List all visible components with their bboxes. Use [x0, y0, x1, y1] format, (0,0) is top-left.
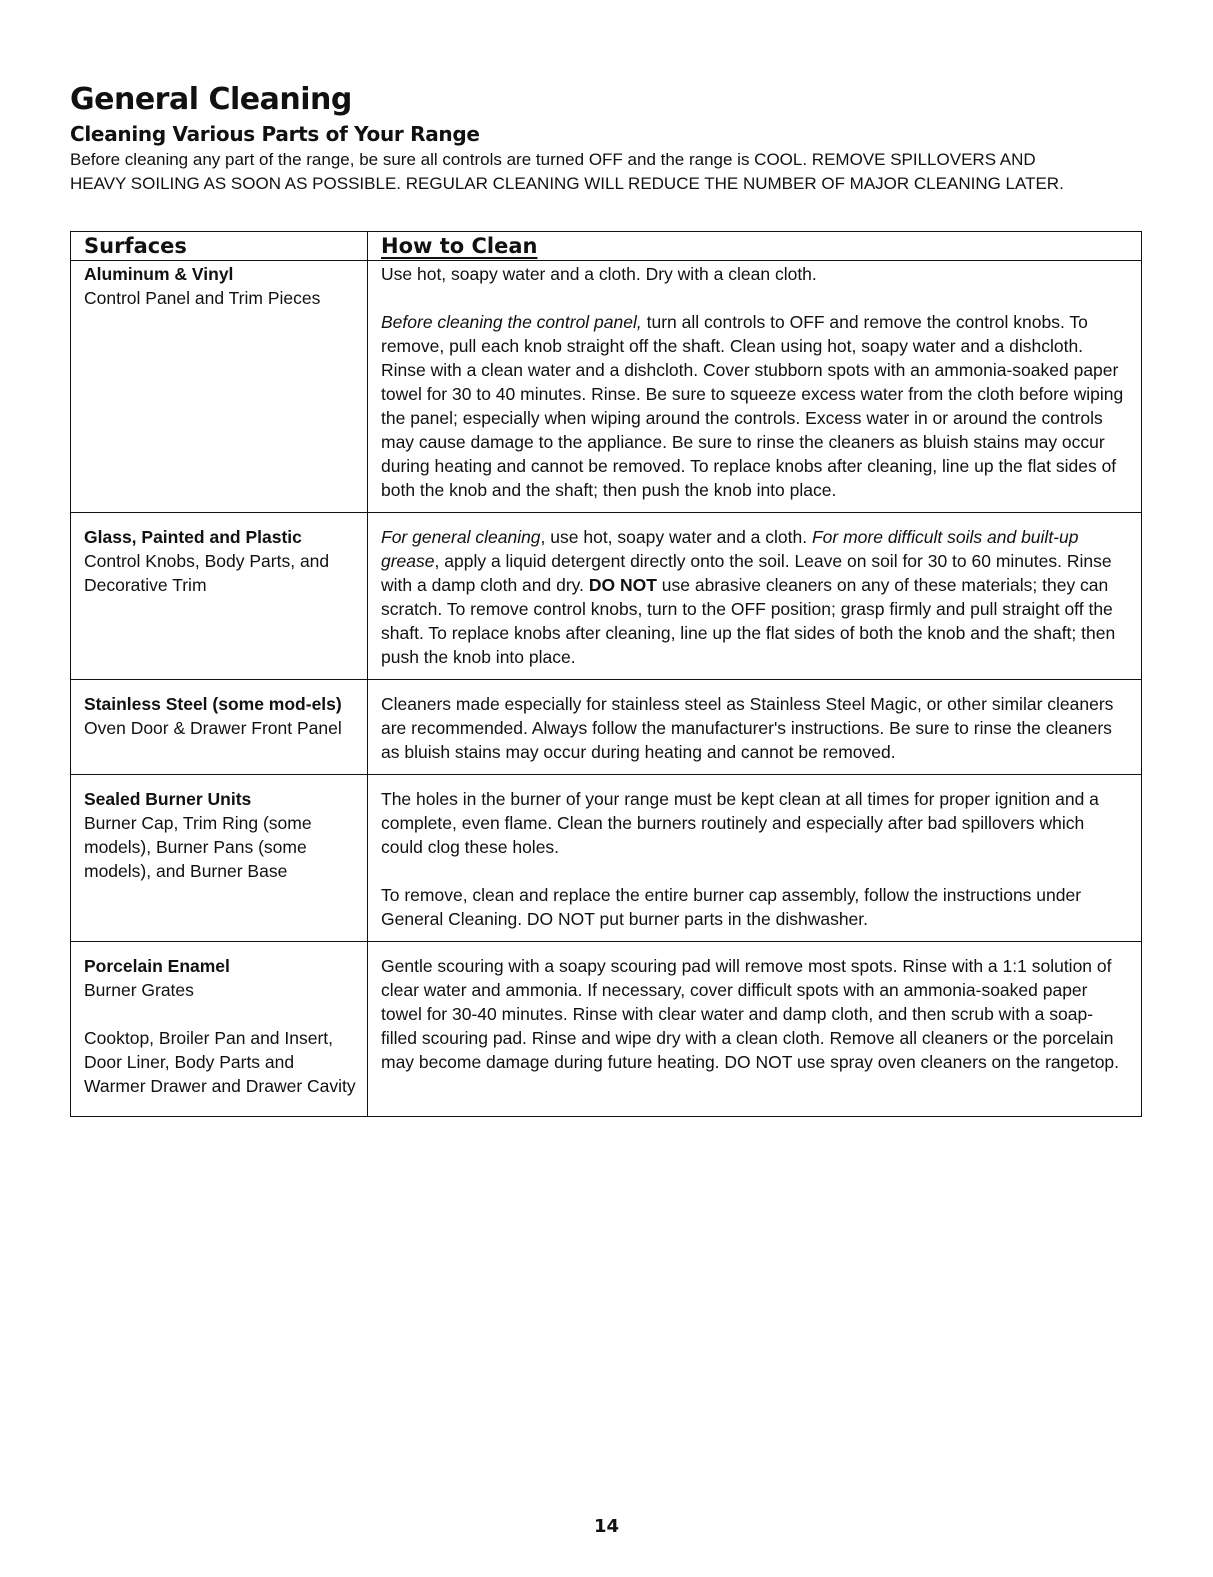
instruction-text: , apply a liquid detergent directly onto the soil. Leave on soil for 30 to 60 minutes. Rinse with a damp cloth and dry. [381, 551, 1112, 595]
table-row [71, 775, 1142, 942]
instruction-text: use abrasive cleaners on any of these materials; they can scratch. To remove control knobs, turn to the OFF position; grasp firmly and pull straight off the shaft. To replace knobs after cleaning, line up the flat sides of both the knob and the shaft; then push the knob into place. [381, 575, 1116, 667]
italic-lead: Before cleaning the control panel, [381, 312, 642, 332]
surface-description: Burner Cap, Trim Ring (some models), Burner Pans (some models), and Burner Base [84, 813, 312, 881]
page-number: 14 [593, 1516, 620, 1537]
table-row [71, 261, 1142, 513]
surface-title: Stainless Steel (some mod-els) [84, 694, 342, 714]
surface-description: Burner Grates [84, 980, 194, 1000]
instruction-text: turn all controls to OFF and remove the control knobs. To remove, pull each knob straight off the shaft. Clean using hot, soapy water and a dishcloth. Rinse with a clean water and a dishcloth. Cover stubborn spots with an ammonia-soaked paper towel for 30 to 40 minutes. Rinse. Be sure to squeeze excess water from the cloth before wiping the panel; especially when wiping around the controls. Excess water in or around the controls may cause damage to the appliance. Be sure to rinse the cleaners as bluish stains may occur during heating and cannot be removed. To replace knobs after cleaning, line up the flat sides of both the knob and the shaft; then push the knob into place. [381, 312, 1124, 500]
italic-phrase: For general cleaning [381, 527, 541, 547]
surface-description: Control Knobs, Body Parts, and Decorative Trim [84, 551, 330, 595]
instruction-paragraph: Use hot, soapy water and a cloth. Dry with a clean cloth. [381, 264, 817, 284]
surface-cell [71, 261, 368, 513]
table-row [71, 680, 1142, 775]
how-to-clean-cell [368, 513, 1142, 680]
surface-description: Cooktop, Broiler Pan and Insert, Door Liner, Body Parts and Warmer Drawer and Drawer Cavity [84, 1028, 356, 1096]
document-page [70, 80, 1142, 1096]
header-surfaces: Surfaces [71, 232, 368, 261]
intro-text [70, 148, 1142, 196]
surface-title: Aluminum & Vinyl [84, 264, 234, 284]
table-row [71, 513, 1142, 680]
intro-line-1: Before cleaning any part of the range, be sure all controls are turned OFF and the range is COOL. REMOVE SPILLOVERS AND [70, 150, 1036, 169]
how-to-clean-cell [368, 261, 1142, 513]
surface-description: Oven Door & Drawer Front Panel [84, 718, 342, 738]
surface-title: Porcelain Enamel [84, 956, 230, 976]
instruction-paragraph [381, 525, 1124, 669]
surface-title: Glass, Painted and Plastic [84, 527, 302, 547]
surface-cell [71, 775, 368, 942]
bold-warning: DO NOT [588, 575, 657, 595]
surface-title: Sealed Burner Units [84, 789, 252, 809]
italic-phrase: For more difficult soils and built-up grease [381, 527, 1079, 571]
instruction-paragraph: To remove, clean and replace the entire burner cap assembly, follow the instructions under General Cleaning. DO NOT put burner parts in the dishwasher. [381, 885, 1082, 929]
surface-description: Control Panel and Trim Pieces [84, 288, 321, 308]
header-how-to-clean: How to Clean [368, 232, 1142, 261]
section-subtitle: Cleaning Various Parts of Your Range [70, 122, 480, 146]
how-to-clean-cell [368, 942, 1142, 1117]
surface-cell [71, 513, 368, 680]
instruction-paragraph: Cleaners made especially for stainless steel as Stainless Steel Magic, or other similar cleaners are recommended. Always follow the manufacturer's instructions. Be sure to rinse the cleaners as bluish stains may occur during heating and cannot be removed. [381, 694, 1114, 762]
cleaning-table [70, 231, 1142, 1117]
instruction-paragraph: Gentle scouring with a soapy scouring pad will remove most spots. Rinse with a 1:1 solution of clear water and ammonia. If necessary, cover difficult spots with an ammonia-soaked paper towel for 30-40 minutes. Rinse with clear water and damp cloth, and then scrub with a soap-filled scouring pad. Rinse and wipe dry with a clean cloth. Remove all cleaners or the porcelain may become damage during future heating. DO NOT use spray oven cleaners on the rangetop. [381, 956, 1120, 1072]
surface-cell [71, 942, 368, 1117]
how-to-clean-cell [368, 775, 1142, 942]
instruction-text: , use hot, soapy water and a cloth. [540, 527, 812, 547]
table-header-row [71, 232, 1142, 261]
surface-cell [71, 680, 368, 775]
how-to-clean-cell [368, 680, 1142, 775]
instruction-paragraph: The holes in the burner of your range must be kept clean at all times for proper ignition and a complete, even flame. Clean the burners routinely and especially after bad spillovers which could clog these holes. [381, 789, 1099, 857]
intro-line-2: HEAVY SOILING AS SOON AS POSSIBLE. REGULAR CLEANING WILL REDUCE THE NUMBER OF MAJOR CLEANING LATER. [70, 174, 1064, 193]
page-title: General Cleaning [70, 82, 352, 117]
table-row [71, 942, 1142, 1117]
instruction-paragraph [381, 310, 1124, 502]
